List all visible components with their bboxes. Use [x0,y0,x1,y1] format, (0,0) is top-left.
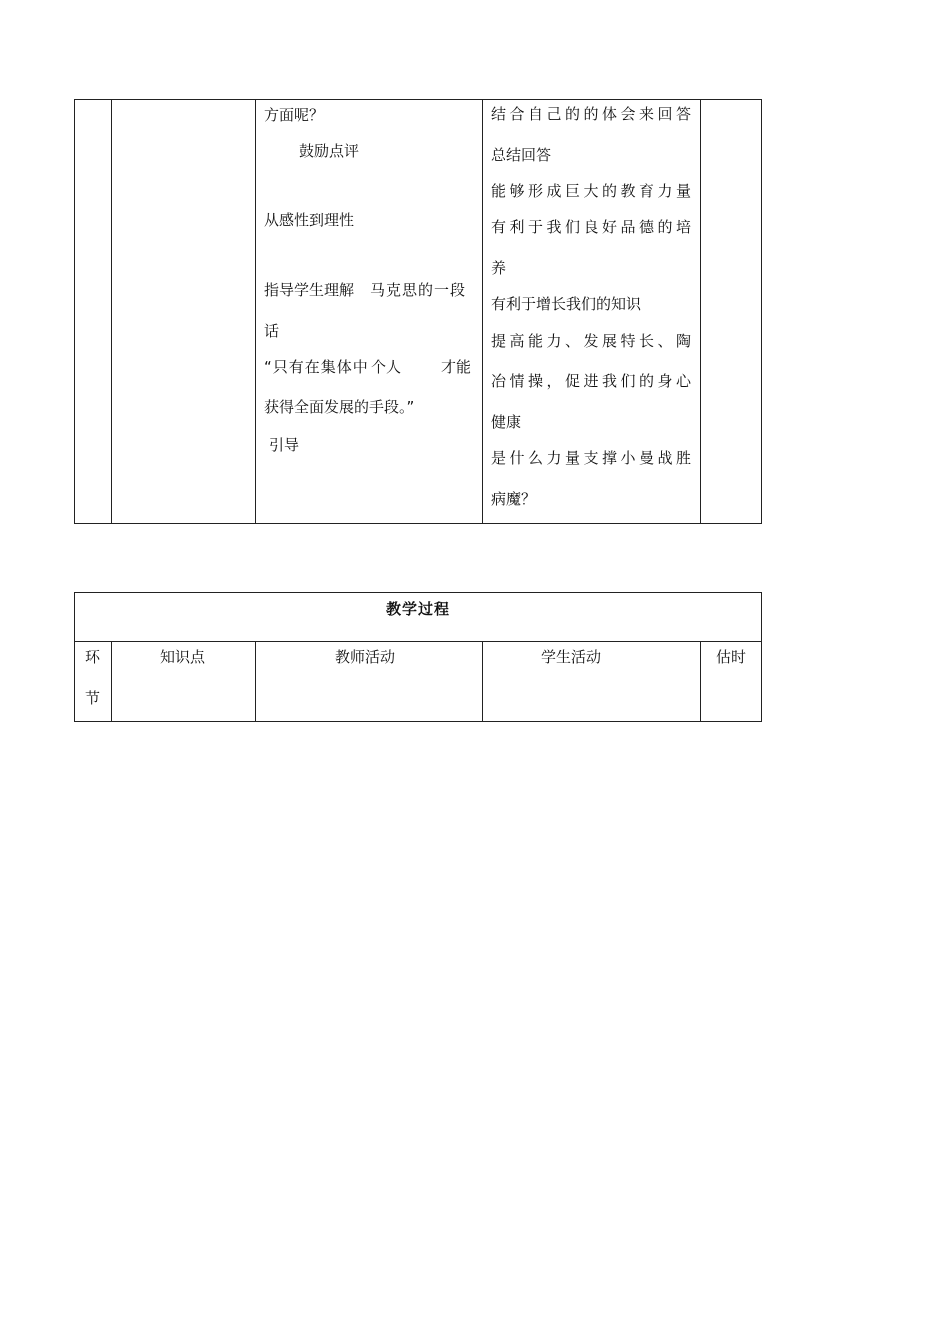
lesson-table-continued [74,99,762,524]
teacher-activity-text: 方面呢？ [264,106,325,124]
teacher-activity-text: 话 [264,322,280,340]
teacher-activity-text: 引导 [269,436,300,454]
quote-text: 才能 [441,358,472,376]
student-activity-text: 总结回答 [491,146,552,164]
column-divider [700,641,701,721]
student-activity-text: 是什么力量支撑小曼战胜 [491,449,691,467]
column-divider [255,100,256,523]
teacher-activity-text: 从感性到理性 [264,211,355,229]
column-divider [255,641,256,721]
table-title: 教学过程 [385,600,450,618]
student-activity-text: 养 [491,259,507,277]
column-divider [482,641,483,721]
student-activity-text: 有利于增长我们的知识 [491,295,642,313]
teacher-activity-text: 鼓励点评 [299,142,360,160]
header-teacher-activity: 教师活动 [335,648,396,666]
column-divider [482,100,483,523]
lesson-process-table [74,592,762,722]
student-activity-text: 健康 [491,413,522,431]
student-activity-text: 提高能力、发展特长、陶 [491,332,691,350]
quote-text: 个人 [371,358,402,376]
student-activity-text: 结合自己的的体会来回答 [491,105,691,123]
column-divider [111,641,112,721]
header-section: 节 [85,689,101,707]
student-activity-text: 有利于我们良好品德的培 [491,218,691,236]
quote-text: 获得全面发展的手段。” [264,398,415,416]
header-student-activity: 学生活动 [541,648,602,666]
teacher-activity-text: 马克思的一段 [370,281,467,299]
student-activity-text: 病魔？ [491,490,537,508]
header-time-estimate: 估时 [716,648,747,666]
quote-text: “只有在集体中 [264,358,369,376]
row-divider [75,641,761,642]
teacher-activity-text: 指导学生理解 [264,281,355,299]
column-divider [111,100,112,523]
student-activity-text: 冶情操，促进我们的身心 [491,372,691,390]
student-activity-text: 能够形成巨大的教育力量 [491,182,691,200]
header-section: 环 [85,648,101,666]
header-knowledge: 知识点 [160,648,206,666]
column-divider [700,100,701,523]
